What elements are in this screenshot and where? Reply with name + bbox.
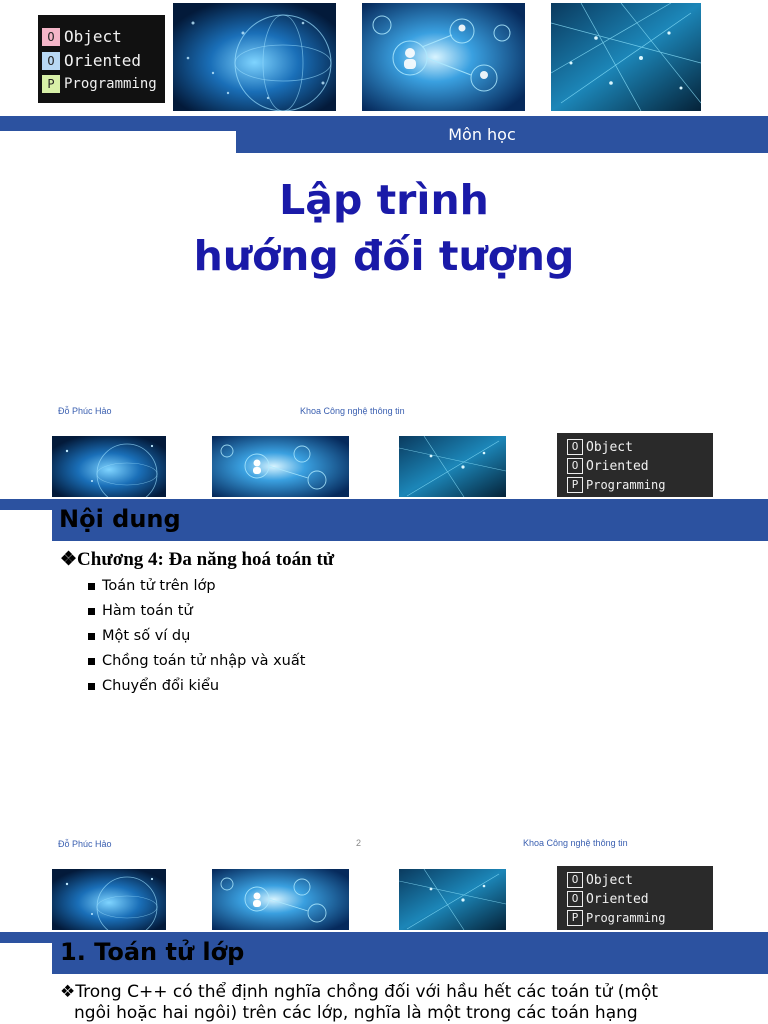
slide3-body-line1: ❖Trong C++ có thể định nghĩa chồng đối với hầu hết các toán tử (một	[60, 982, 659, 1002]
oop-logo	[38, 15, 165, 103]
logo-word-oriented: Oriented	[64, 51, 142, 70]
slide3-left-accent	[0, 932, 60, 943]
slide3-body-line2: ngôi hoặc hai ngôi) trên các lớp, nghĩa là một trong các toán hạng	[74, 1003, 638, 1023]
slide3-title: 1. Toán tử lớp	[60, 938, 245, 966]
logo-word-object: Object	[64, 27, 122, 46]
people-network-image	[212, 436, 349, 497]
globe-network-image	[52, 436, 166, 497]
mesh-network-image	[399, 869, 506, 930]
slide1-footer-author: Đỗ Phúc Hảo	[58, 406, 112, 416]
logo-word-programming: Programming	[64, 76, 157, 92]
list-item: Chuyển đổi kiểu	[88, 674, 305, 699]
slide2-title: Nội dung	[59, 505, 181, 533]
globe-network-image	[173, 3, 336, 111]
slide1-footer-dept: Khoa Công nghệ thông tin	[300, 406, 405, 416]
chapter-heading: ❖Chương 4: Đa năng hoá toán tử	[60, 549, 335, 570]
list-item: Chồng toán tử nhập và xuất	[88, 649, 305, 674]
slide1-subject-banner	[236, 116, 768, 153]
course-title	[0, 172, 768, 284]
slide3-body	[60, 982, 760, 1024]
oop-logo	[557, 433, 713, 497]
oop-logo	[557, 866, 713, 930]
logo-letter-o1: O	[567, 439, 583, 455]
course-title-line1: Lập trình	[279, 176, 489, 224]
slide2-footer-dept: Khoa Công nghệ thông tin	[523, 838, 628, 848]
list-item: Một số ví dụ	[88, 624, 305, 649]
logo-word-object: Object	[586, 872, 633, 888]
logo-letter-o2: O	[567, 458, 583, 474]
logo-word-object: Object	[586, 439, 633, 455]
globe-network-image	[52, 869, 166, 930]
logo-word-programming: Programming	[586, 911, 666, 925]
logo-letter-o2: O	[42, 52, 60, 70]
slide2-page-number: 2	[356, 838, 362, 848]
course-title-line2: hướng đối tượng	[193, 232, 575, 280]
people-network-image	[362, 3, 525, 111]
logo-word-programming: Programming	[586, 478, 666, 492]
subject-label: Môn học	[448, 125, 516, 144]
chapter-topics-list	[88, 574, 305, 699]
logo-word-oriented: Oriented	[586, 458, 649, 474]
logo-letter-o2: O	[567, 891, 583, 907]
list-item: Toán tử trên lớp	[88, 574, 305, 599]
logo-word-oriented: Oriented	[586, 891, 649, 907]
list-item: Hàm toán tử	[88, 599, 305, 624]
mesh-network-image	[551, 3, 701, 111]
logo-letter-p: P	[567, 477, 583, 493]
logo-letter-o1: O	[42, 28, 60, 46]
logo-letter-o1: O	[567, 872, 583, 888]
slide2-left-accent	[0, 499, 60, 510]
people-network-image	[212, 869, 349, 930]
logo-letter-p: P	[567, 910, 583, 926]
logo-letter-p: P	[42, 75, 60, 93]
mesh-network-image	[399, 436, 506, 497]
slide2-footer-author: Đỗ Phúc Hảo	[58, 839, 112, 849]
